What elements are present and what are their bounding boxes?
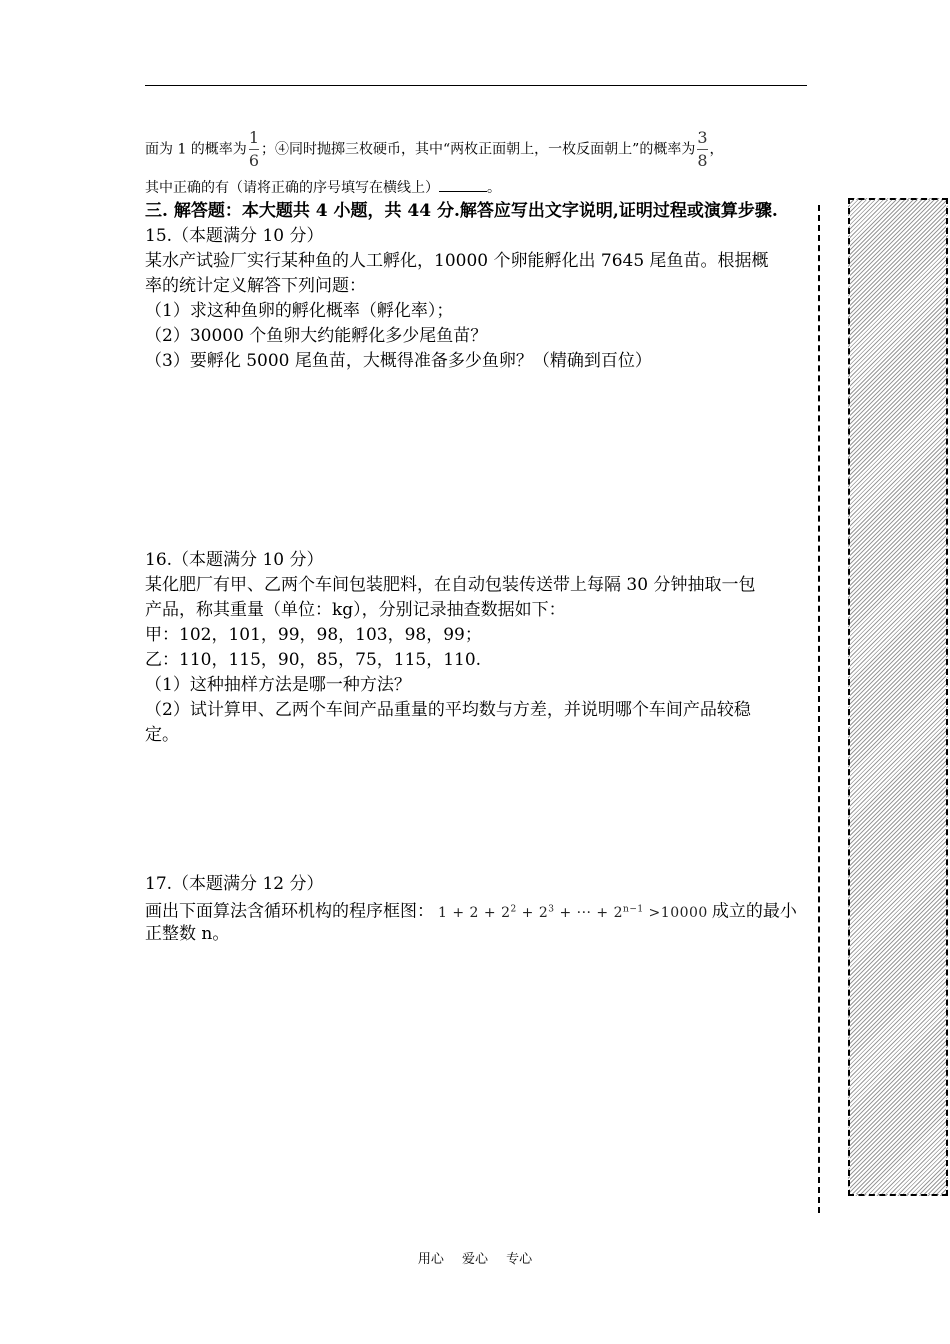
q17-formula: [438, 905, 708, 921]
formula-part: + 2: [516, 904, 549, 921]
intro-text-a: 面为 1 的概率为: [145, 141, 247, 158]
formula-exponent: 2: [510, 904, 517, 914]
q15-line: 某水产试验厂实行某种鱼的人工孵化，10000 个卵能孵化出 7645 尾鱼苗。根据概: [145, 251, 769, 271]
q15-title: 15.（本题满分 10 分）: [145, 226, 324, 246]
intro-line-2: [145, 176, 810, 201]
fraction-three-eighths: [697, 128, 707, 171]
fraction-one-sixth: [249, 128, 259, 171]
formula-exponent: n−1: [623, 904, 644, 914]
fraction-denominator: 6: [248, 151, 259, 170]
page-footer: 用心 爱心 专心: [417, 1252, 533, 1267]
fraction-denominator: 8: [697, 151, 708, 170]
formula-part: >10000: [643, 904, 708, 921]
binding-margin-hatch: [848, 198, 948, 1196]
fraction-numerator: 3: [697, 128, 708, 147]
q15-line: （3）要孵化 5000 尾鱼苗，大概得准备多少鱼卵？（精确到百位）: [145, 351, 652, 371]
q16-line: 乙：110，115，90，85，75，115，110.: [145, 650, 482, 670]
q16-line: 定。: [145, 725, 179, 745]
intro-line-1: [145, 128, 810, 171]
header-rule: [145, 85, 807, 86]
q16-line: （1）这种抽样方法是哪一种方法？: [145, 675, 411, 695]
binding-dashed-line: [818, 205, 820, 1213]
q15-line: （1）求这种鱼卵的孵化概率（孵化率）；: [145, 301, 454, 321]
intro-text-b: ；④同时抛掷三枚硬币，其中“两枚正面朝上，一枚反面朝上”的概率为: [261, 141, 696, 158]
section-heading: 三. 解答题：本大题共 4 小题，共 44 分.解答应写出文字说明,证明过程或演算步骤.: [145, 201, 778, 221]
q17-title: 17.（本题满分 12 分）: [145, 874, 324, 894]
intro-text-e: 。: [487, 180, 501, 196]
answer-blank[interactable]: [439, 177, 487, 192]
q15-line: 率的统计定义解答下列问题：: [145, 276, 366, 296]
formula-part: + ··· + 2: [554, 904, 624, 921]
q16-title: 16.（本题满分 10 分）: [145, 550, 324, 570]
formula-exponent: 3: [548, 904, 555, 914]
q17-text-a: 画出下面算法含循环机构的程序框图：: [145, 901, 434, 922]
intro-text-d: 其中正确的有（请将正确的序号填写在横线上）: [145, 180, 439, 196]
intro-text-c: ，: [709, 141, 724, 158]
q16-line: 产品，称其重量（单位：kg），分别记录抽查数据如下：: [145, 600, 566, 620]
q16-line: 某化肥厂有甲、乙两个车间包装肥料，在自动包装传送带上每隔 30 分钟抽取一包: [145, 575, 756, 595]
q16-line: （2）试计算甲、乙两个车间产品重量的平均数与方差，并说明哪个车间产品较稳: [145, 700, 751, 720]
formula-part: 1 + 2 + 2: [438, 904, 511, 921]
q16-line: 甲：102，101，99，98，103，98，99；: [145, 625, 482, 645]
q17-line-2: 正整数 n。: [145, 924, 230, 944]
fraction-numerator: 1: [248, 128, 259, 147]
q17-text-b: 成立的最小: [711, 901, 797, 922]
q15-line: （2）30000 个鱼卵大约能孵化多少尾鱼苗？: [145, 326, 488, 346]
